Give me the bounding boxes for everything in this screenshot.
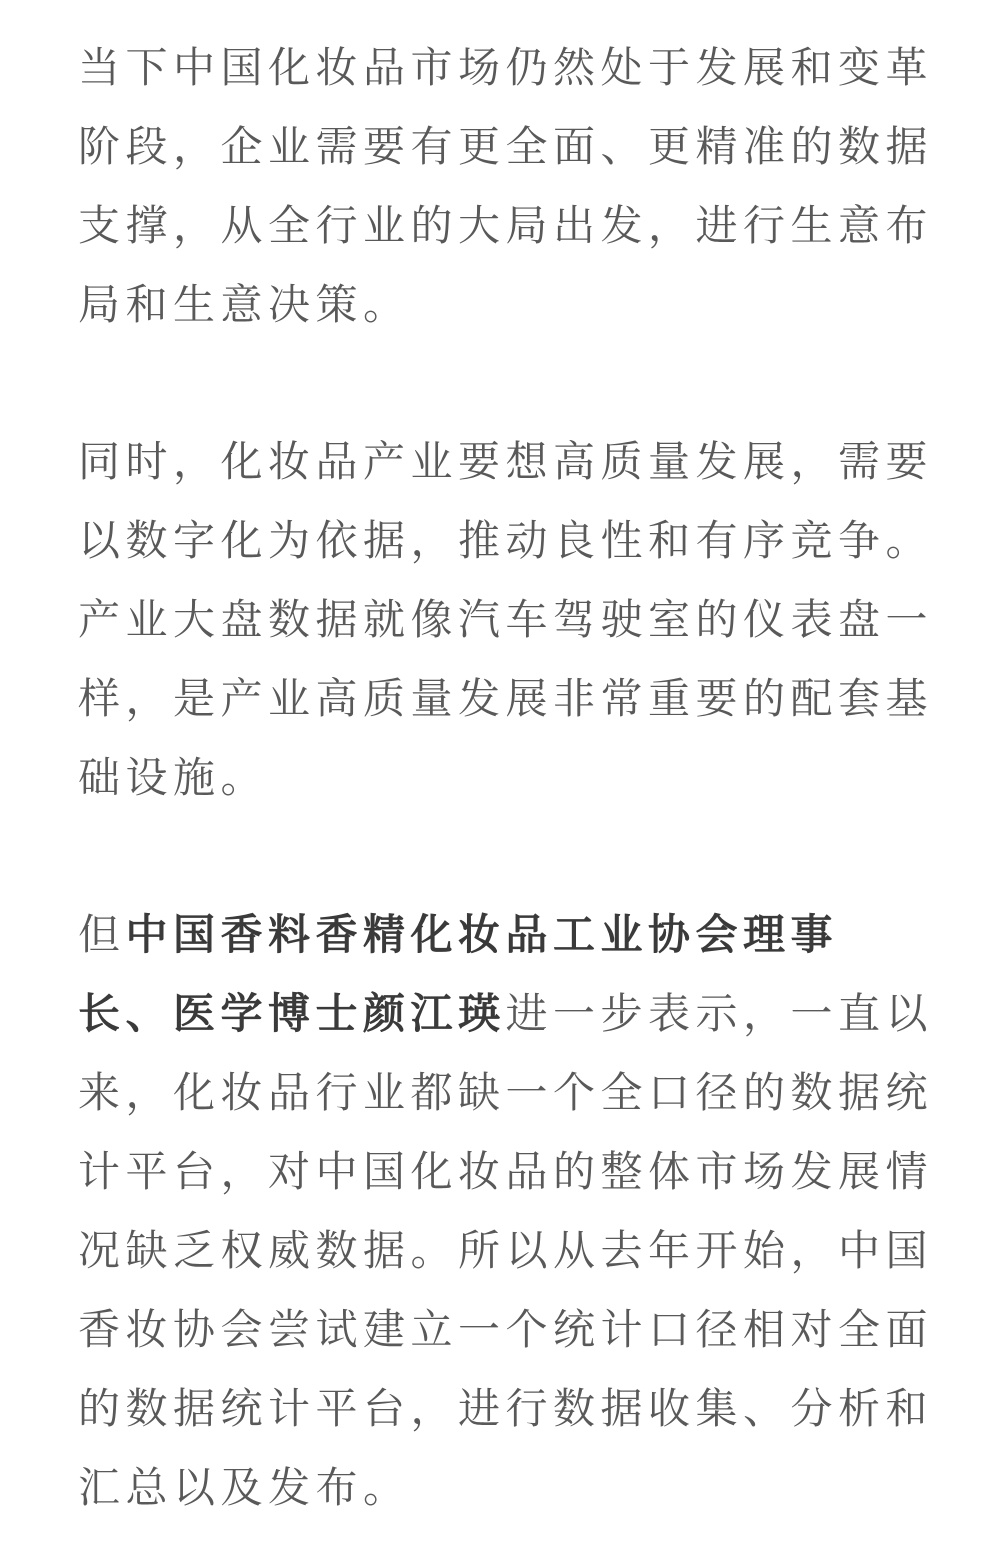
text-line: [78, 659, 934, 738]
text-run: 的数据统计平台，进行数据收集、分析和: [78, 1384, 934, 1433]
text-line: [78, 1290, 934, 1369]
text-run: 以数字化为依据，推动良性和有序竞争。: [78, 516, 934, 565]
text-run: 况缺乏权威数据。所以从去年开始，中国: [78, 1226, 934, 1275]
text-run: 产业大盘数据就像汽车驾驶室的仪表盘一: [78, 595, 934, 644]
paragraph-2: [78, 422, 934, 817]
article-body: [78, 28, 934, 1527]
text-line: [78, 422, 934, 501]
text-line: [78, 1132, 934, 1211]
text-run: 同时，化妆品产业要想高质量发展，需要: [78, 437, 934, 486]
text-run: 当下中国化妆品市场仍然处于发展和变革: [78, 43, 934, 92]
text-run: 样，是产业高质量发展非常重要的配套基: [78, 674, 934, 723]
text-line: [78, 1211, 934, 1290]
text-line: [78, 1448, 923, 1527]
bold-text-run: 长、医学博士颜江瑛: [78, 989, 506, 1038]
text-line: [78, 974, 934, 1053]
bold-text-run: 中国香料香精化妆品工业协会理事: [125, 910, 839, 959]
text-line: [78, 186, 934, 265]
text-run: 局和生意决策。: [78, 280, 411, 329]
paragraph-3: [78, 895, 934, 1527]
text-run: 香妆协会尝试建立一个统计口径相对全面: [78, 1305, 934, 1354]
text-line: [78, 580, 934, 659]
text-line: [78, 28, 934, 107]
text-run: 础设施。: [78, 753, 269, 802]
text-run: 计平台，对中国化妆品的整体市场发展情: [78, 1147, 934, 1196]
text-run: 来，化妆品行业都缺一个全口径的数据统: [78, 1068, 934, 1117]
text-line: [78, 501, 934, 580]
text-line: [78, 738, 923, 817]
text-run: 进一步表示，一直以: [505, 989, 934, 1038]
text-run: 支撑，从全行业的大局出发，进行生意布: [78, 201, 934, 250]
text-run: 但: [78, 910, 126, 959]
text-line: [78, 265, 923, 344]
text-line: [78, 1369, 934, 1448]
text-run: 汇总以及发布。: [78, 1463, 411, 1512]
text-line: [78, 1053, 934, 1132]
paragraph-1: [78, 28, 934, 344]
text-run: 阶段，企业需要有更全面、更精准的数据: [78, 122, 934, 171]
text-line: [78, 107, 934, 186]
text-line: [78, 895, 923, 974]
